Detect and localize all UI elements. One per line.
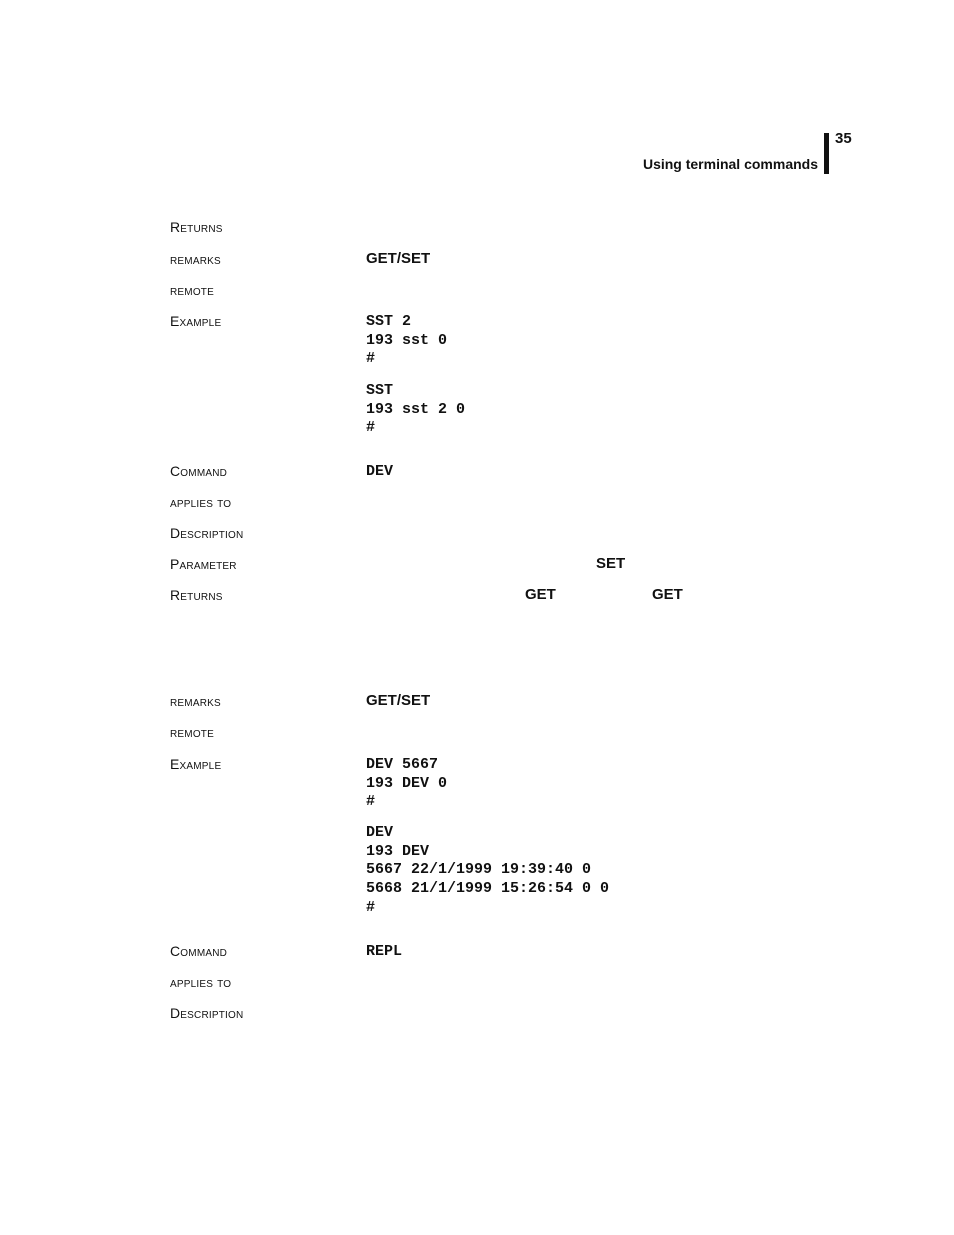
dev-command-name: DEV <box>366 463 394 480</box>
label-description: Description <box>170 525 244 541</box>
label-applies-to: applies to <box>170 974 232 990</box>
label-command: Command <box>170 943 228 959</box>
label-returns: Returns <box>170 219 223 235</box>
dev-remarks-value: GET/SET <box>366 692 431 709</box>
dev-example-1: DEV 5667 193 DEV 0 # <box>366 756 448 811</box>
dev-example-2: DEV 193 DEV 5667 22/1/1999 19:39:40 0 5668 21/1/1999 15:26:54 0 0 # <box>366 824 610 916</box>
label-remarks: remarks <box>170 251 221 267</box>
running-header-title: Using terminal commands <box>642 156 818 172</box>
label-remote: remote <box>170 724 214 740</box>
sst-example-1: SST 2 193 sst 0 # <box>366 313 448 368</box>
label-applies-to: applies to <box>170 494 232 510</box>
label-remote: remote <box>170 282 214 298</box>
label-example: Example <box>170 313 222 329</box>
dev-parameter-keyword: SET <box>596 555 626 572</box>
header-rule-bar <box>824 133 829 174</box>
repl-command-name: REPL <box>366 943 403 960</box>
sst-remarks-value: GET/SET <box>366 250 431 267</box>
label-description: Description <box>170 1005 244 1021</box>
dev-returns-keyword-1: GET <box>525 586 556 603</box>
label-remarks: remarks <box>170 693 221 709</box>
label-example: Example <box>170 756 222 772</box>
page-number: 35 <box>835 130 852 147</box>
label-parameter: Parameter <box>170 556 237 572</box>
label-command: Command <box>170 463 228 479</box>
label-returns: Returns <box>170 587 223 603</box>
dev-returns-keyword-2: GET <box>652 586 683 603</box>
sst-example-2: SST 193 sst 2 0 # <box>366 382 466 437</box>
